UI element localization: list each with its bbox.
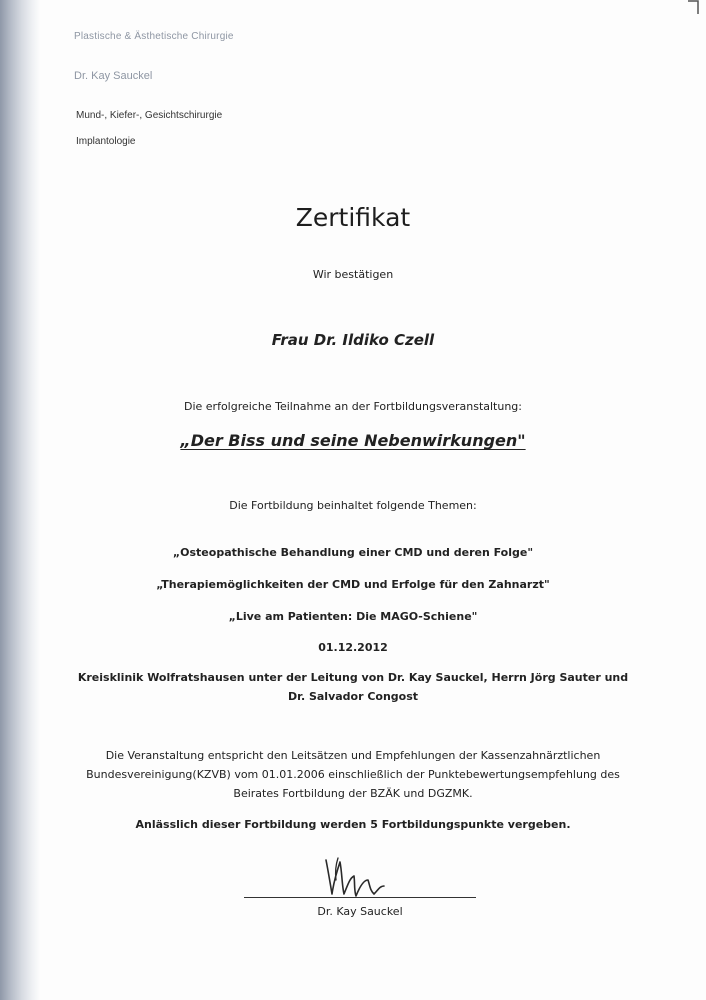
recipient-name: Frau Dr. Ildiko Czell — [271, 331, 435, 349]
certificate-title: Zertifikat — [295, 203, 411, 232]
letterhead-specialty-2: Implantologie — [76, 136, 136, 147]
confirm-text: Wir bestätigen — [312, 268, 394, 281]
letterhead-doctor: Dr. Kay Sauckel — [74, 70, 153, 82]
signature-line — [244, 897, 476, 898]
letterhead-specialty: Mund-, Kiefer-, Gesichtschirurgie — [76, 110, 223, 121]
topics-intro: Die Fortbildung beinhaltet folgende Themen: — [229, 499, 477, 512]
compliance-line: Die Veranstaltung entspricht den Leitsätzen und Empfehlungen der Kassenzahnärztlichen — [105, 749, 601, 762]
topic-item: „Therapiemöglichkeiten der CMD und Erfolge für den Zahnarzt" — [156, 578, 550, 591]
credit-points-note: Anlässlich dieser Fortbildung werden 5 Fortbildungspunkte vergeben. — [135, 818, 571, 831]
corner-mark-icon — [686, 0, 700, 16]
venue-line: Dr. Salvador Congost — [287, 690, 419, 703]
compliance-line: Beirates Fortbildung der BZÄK und DGZMK. — [233, 787, 473, 800]
event-date: 01.12.2012 — [318, 641, 388, 654]
course-title: „Der Biss und seine Nebenwirkungen" — [180, 431, 526, 450]
topic-item: „Live am Patienten: Die MAGO-Schiene" — [228, 610, 478, 623]
compliance-line: Bundesvereinigung(KZVB) vom 01.01.2006 einschließlich der Punktebewertungsempfehlung des — [86, 768, 620, 781]
participation-intro: Die erfolgreiche Teilnahme an der Fortbildungsveranstaltung: — [183, 400, 522, 413]
letterhead-practice: Plastische & Ästhetische Chirurgie — [74, 31, 234, 42]
topic-item: „Osteopathische Behandlung einer CMD und deren Folge" — [172, 546, 534, 559]
handwritten-signature — [318, 850, 398, 900]
venue-line: Kreisklinik Wolfratshausen unter der Leitung von Dr. Kay Sauckel, Herrn Jörg Sauter und — [77, 671, 629, 684]
signatory-name: Dr. Kay Sauckel — [317, 905, 403, 918]
